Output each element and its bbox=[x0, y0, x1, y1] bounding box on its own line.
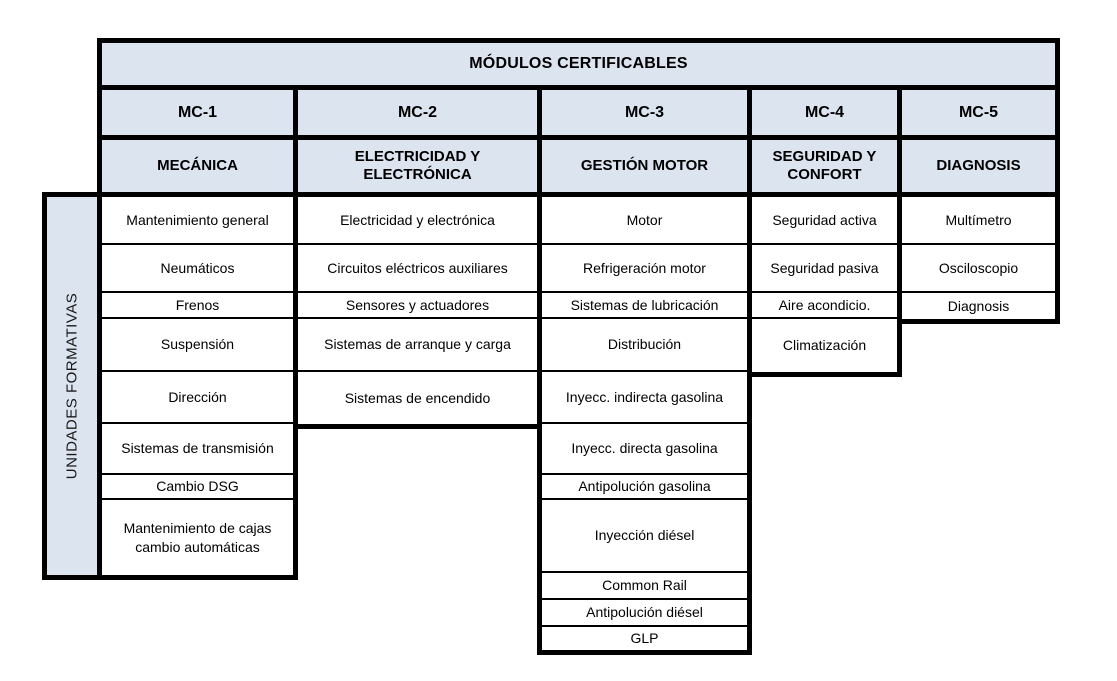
uf-cell: Osciloscopio bbox=[902, 245, 1055, 293]
uf-cell: Mantenimiento de cajas cambio automáticas bbox=[123, 520, 272, 555]
column-body-mc1 bbox=[97, 192, 298, 580]
uf-cell: Multímetro bbox=[902, 197, 1055, 245]
uf-cell: Motor bbox=[542, 197, 747, 245]
uf-cell: Diagnosis bbox=[947, 297, 1010, 314]
column-name-gestion-motor: GESTIÓN MOTOR bbox=[537, 135, 752, 197]
uf-cell: Aire acondicio. bbox=[752, 293, 897, 319]
uf-cell: Sistemas de transmisión bbox=[102, 424, 293, 475]
uf-cell: Climatización bbox=[782, 337, 867, 354]
column-name-diagnosis: DIAGNOSIS bbox=[897, 135, 1060, 197]
uf-cell: Sistemas de lubricación bbox=[542, 293, 747, 319]
uf-cell: Sistemas de arranque y carga bbox=[298, 319, 537, 372]
uf-cell: Common Rail bbox=[542, 573, 747, 600]
column-code-mc1: MC-1 bbox=[97, 85, 298, 140]
uf-cell: Antipolución gasolina bbox=[542, 475, 747, 500]
uf-cell: Seguridad pasiva bbox=[752, 245, 897, 293]
sidebar-unidades-formativas bbox=[42, 192, 102, 580]
column-body-mc2 bbox=[293, 192, 542, 429]
uf-cell: Suspensión bbox=[102, 319, 293, 372]
uf-cell: Inyecc. indirecta gasolina bbox=[542, 372, 747, 424]
uf-cell: Mantenimiento general bbox=[102, 197, 293, 245]
uf-cell: Circuitos eléctricos auxiliares bbox=[298, 245, 537, 293]
uf-cell: Neumáticos bbox=[102, 245, 293, 293]
uf-cell: Sensores y actuadores bbox=[298, 293, 537, 319]
column-code-mc4: MC-4 bbox=[747, 85, 902, 140]
column-body-mc4 bbox=[747, 192, 902, 377]
sidebar-label: UNIDADES FORMATIVAS bbox=[63, 292, 81, 480]
uf-cell: Refrigeración motor bbox=[542, 245, 747, 293]
uf-cell: Cambio DSG bbox=[102, 475, 293, 500]
uf-cell: Dirección bbox=[102, 372, 293, 424]
column-name-mecanica: MECÁNICA bbox=[97, 135, 298, 197]
uf-cell: Inyección diésel bbox=[542, 500, 747, 573]
column-name-seguridad: SEGURIDAD Y CONFORT bbox=[747, 135, 902, 197]
column-body-mc5 bbox=[897, 192, 1060, 324]
column-name-electricidad: ELECTRICIDAD Y ELECTRÓNICA bbox=[293, 135, 542, 197]
uf-cell: GLP bbox=[630, 630, 659, 647]
uf-cell: Sistemas de encendido bbox=[344, 389, 491, 406]
column-code-mc2: MC-2 bbox=[293, 85, 542, 140]
uf-cell: Antipolución diésel bbox=[542, 600, 747, 627]
table-title: MÓDULOS CERTIFICABLES bbox=[97, 38, 1060, 90]
uf-cell: Electricidad y electrónica bbox=[298, 197, 537, 245]
uf-cell: Distribución bbox=[542, 319, 747, 372]
uf-cell: Frenos bbox=[102, 293, 293, 319]
column-code-mc3: MC-3 bbox=[537, 85, 752, 140]
column-code-mc5: MC-5 bbox=[897, 85, 1060, 140]
column-body-mc3 bbox=[537, 192, 752, 655]
uf-cell: Inyecc. directa gasolina bbox=[542, 424, 747, 475]
uf-cell: Seguridad activa bbox=[752, 197, 897, 245]
